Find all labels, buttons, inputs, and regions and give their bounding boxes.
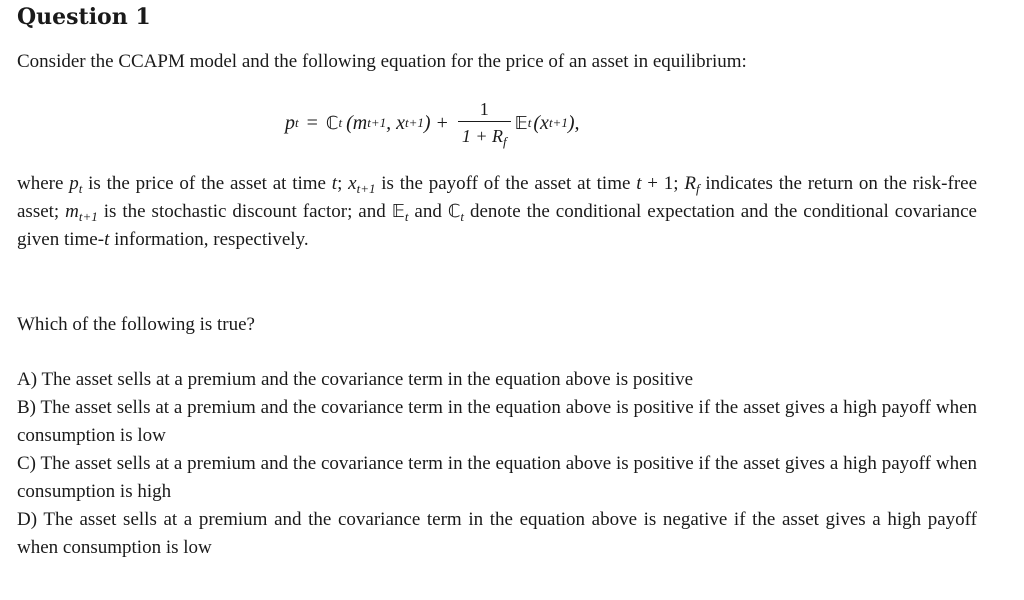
where-x-sub: t+1 xyxy=(356,181,376,196)
where-R: R xyxy=(684,173,696,194)
definitions-paragraph xyxy=(17,170,977,254)
eq-exp-close: ), xyxy=(567,111,580,134)
question-heading: Question 1 xyxy=(17,4,151,30)
where-t10: information, respectively. xyxy=(109,229,309,250)
eq-cov-comma: , x xyxy=(386,111,405,134)
pricing-equation: p t = ℂ t (m t+1 , x t+1 ) + $\frac{1}{1 + R_f}$ 𝔼 t (x t+1 ), xyxy=(285,99,580,149)
eq-equals: = xyxy=(306,111,318,134)
eq-frac-den-sub: f xyxy=(503,134,507,149)
option-b[interactable]: B) The asset sells at a premium and the covariance term in the equation above is positive if the asset gives a high payoff when consumption is low xyxy=(17,397,977,446)
where-C: ℂ xyxy=(447,201,461,222)
intro-text: Consider the CCAPM model and the following equation for the price of an asset in equilibrium: xyxy=(17,51,747,72)
answer-options xyxy=(17,366,977,562)
where-t6: indicates the return on the risk-free asset; xyxy=(17,173,978,222)
eq-cov-symbol: ℂ xyxy=(325,112,339,134)
eq-fraction xyxy=(458,98,511,148)
where-p-sub: t xyxy=(78,181,83,196)
eq-cov-close: ) xyxy=(423,111,431,134)
where-t-plus: t xyxy=(636,173,642,194)
where-t3: ; xyxy=(337,173,349,194)
where-C-sub: t xyxy=(460,209,465,224)
where-m-sub: t+1 xyxy=(78,209,98,224)
eq-lhs-var: p xyxy=(285,111,295,134)
option-d[interactable]: D) The asset sells at a premium and the covariance term in the equation above is negative if the asset gives a high payoff when consumption is low xyxy=(17,509,977,558)
question-prompt: Which of the following is true? xyxy=(17,314,255,335)
where-E: 𝔼 xyxy=(391,201,405,222)
where-R-sub: f xyxy=(695,181,700,196)
eq-frac-denominator xyxy=(458,121,511,148)
option-a[interactable]: A) The asset sells at a premium and the covariance term in the equation above is positive xyxy=(17,369,694,390)
where-t8: and xyxy=(408,201,448,222)
where-t1: where xyxy=(17,173,70,194)
eq-frac-den-text: 1 + R xyxy=(461,126,503,146)
where-E-sub: t xyxy=(404,209,409,224)
eq-plus: + xyxy=(436,111,448,134)
where-t7: is the stochastic discount factor; and xyxy=(97,201,392,222)
option-c[interactable]: C) The asset sells at a premium and the covariance term in the equation above is positive if the asset gives a high payoff when consumption is high xyxy=(17,453,977,502)
where-t5: + 1; xyxy=(641,173,685,194)
eq-exp-symbol: 𝔼 xyxy=(514,112,528,134)
where-t2: is the price of the asset at time xyxy=(82,173,332,194)
where-m: m xyxy=(65,201,79,222)
where-t-var2: t xyxy=(104,229,110,250)
where-t4: is the payoff of the asset at time xyxy=(375,173,637,194)
where-t9: denote the conditional expectation and the conditional covariance given time- xyxy=(17,201,977,250)
eq-frac-numerator: 1 xyxy=(479,99,489,119)
where-t-var: t xyxy=(331,173,338,194)
where-p: p xyxy=(69,173,79,194)
eq-cov-args: (m xyxy=(346,111,368,134)
eq-exp-args: (x xyxy=(533,111,549,134)
where-x: x xyxy=(348,173,357,194)
